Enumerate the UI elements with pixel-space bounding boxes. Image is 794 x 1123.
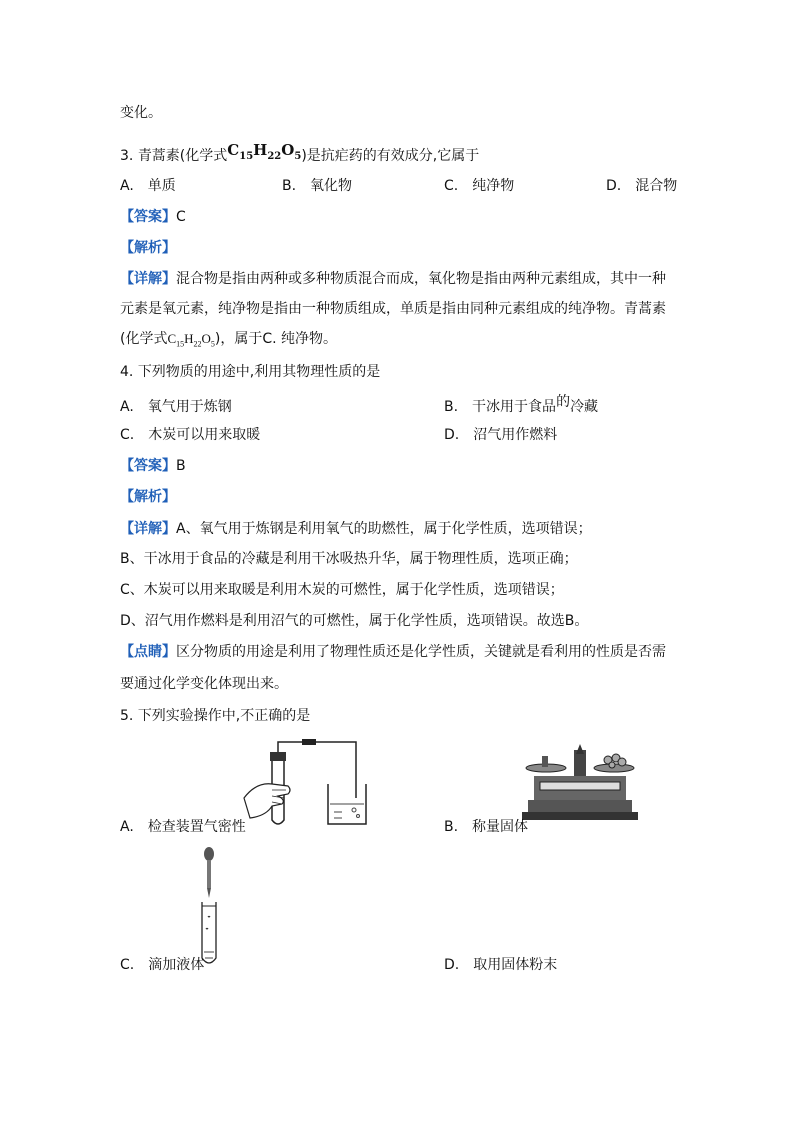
q4-comment-line2: 要通过化学变化体现出来。 [120, 676, 288, 692]
q4-comment-line1: 【点睛】区分物质的用途是利用了物理性质还是化学性质，关键就是看利用的性质是否需 [120, 644, 666, 660]
q4-detail-line3: C、木炭可以用来取暖是利用木炭的可燃性，属于化学性质，选项错误； [120, 582, 564, 598]
q3-option-a[interactable]: A. 单质 [120, 178, 176, 194]
q3-stem [120, 141, 480, 172]
balance-scale-figure [520, 740, 640, 824]
q3-detail-formula: $C_{15}H_{22}O_5$ [167, 331, 215, 349]
q3-stem-after: )是抗疟药的有效成分,它属于 [301, 148, 480, 164]
q4-analysis-tag: 【解析】 [120, 489, 176, 505]
q5-option-d[interactable]: D. 取用固体粉末 [444, 957, 558, 973]
answer-tag: 【答案】 [120, 209, 176, 225]
q3-number: 3. [120, 148, 134, 164]
q5-option-b[interactable]: B. 称量固体 [444, 819, 529, 835]
q5-option-c[interactable]: C. 滴加液体 [120, 957, 205, 973]
q4-detail-line2: B、干冰用于食品的冷藏是利用干冰吸热升华，属于物理性质，选项正确； [120, 551, 578, 567]
q4-option-a[interactable]: A. 氧气用于炼钢 [120, 399, 232, 415]
q3-formula: $C_{15}H_{22}O_5$ [227, 141, 302, 162]
dropper-figure [196, 846, 222, 970]
q3-detail-line3: (化学式$C_{15}H_{22}O_5$)，属于C. 纯净物。 [120, 331, 338, 349]
q4-number: 4. [120, 364, 134, 380]
q4-option-c[interactable]: C. 木炭可以用来取暖 [120, 427, 261, 443]
q3-answer [120, 207, 186, 227]
airtightness-check-figure [238, 738, 368, 830]
q4-stem: 4. 下列物质的用途中,利用其物理性质的是 [120, 364, 381, 380]
q5-stem: 5. 下列实验操作中,不正确的是 [120, 708, 311, 724]
q4-detail-line4: D、沼气用作燃料是利用沼气的可燃性，属于化学性质，选项错误。故选B。 [120, 613, 589, 629]
q4-detail-line1: 【详解】A、氧气用于炼钢是利用氧气的助燃性，属于化学性质，选项错误； [120, 521, 592, 537]
q4-option-b[interactable]: B. 干冰用于食品的冷藏 [444, 394, 599, 415]
q5-number: 5. [120, 708, 134, 724]
q4-answer: 【答案】B [120, 458, 186, 474]
q5-option-a[interactable]: A. 检查装置气密性 [120, 819, 246, 835]
q3-detail-line1: 【详解】混合物是指由两种或多种物质混合而成，氧化物是指由两种元素组成，其中一种 [120, 271, 666, 287]
detail-tag: 【详解】 [120, 271, 176, 287]
q3-analysis-tag: 【解析】 [120, 240, 176, 256]
q3-option-c[interactable]: C. 纯净物 [444, 178, 515, 194]
q3-stem-before: 青蒿素(化学式 [137, 148, 228, 164]
q3-detail-line2: 元素是氧元素，纯净物是指由一种物质组成，单质是指由同种元素组成的纯净物。青蒿素 [120, 301, 666, 317]
intro-tail: 变化。 [120, 105, 162, 121]
q4-option-d[interactable]: D. 沼气用作燃料 [444, 427, 558, 443]
q3-option-d[interactable]: D. 混合物 [606, 178, 678, 194]
q3-option-b[interactable]: B. 氧化物 [282, 178, 353, 194]
answer-value: C [176, 209, 186, 225]
